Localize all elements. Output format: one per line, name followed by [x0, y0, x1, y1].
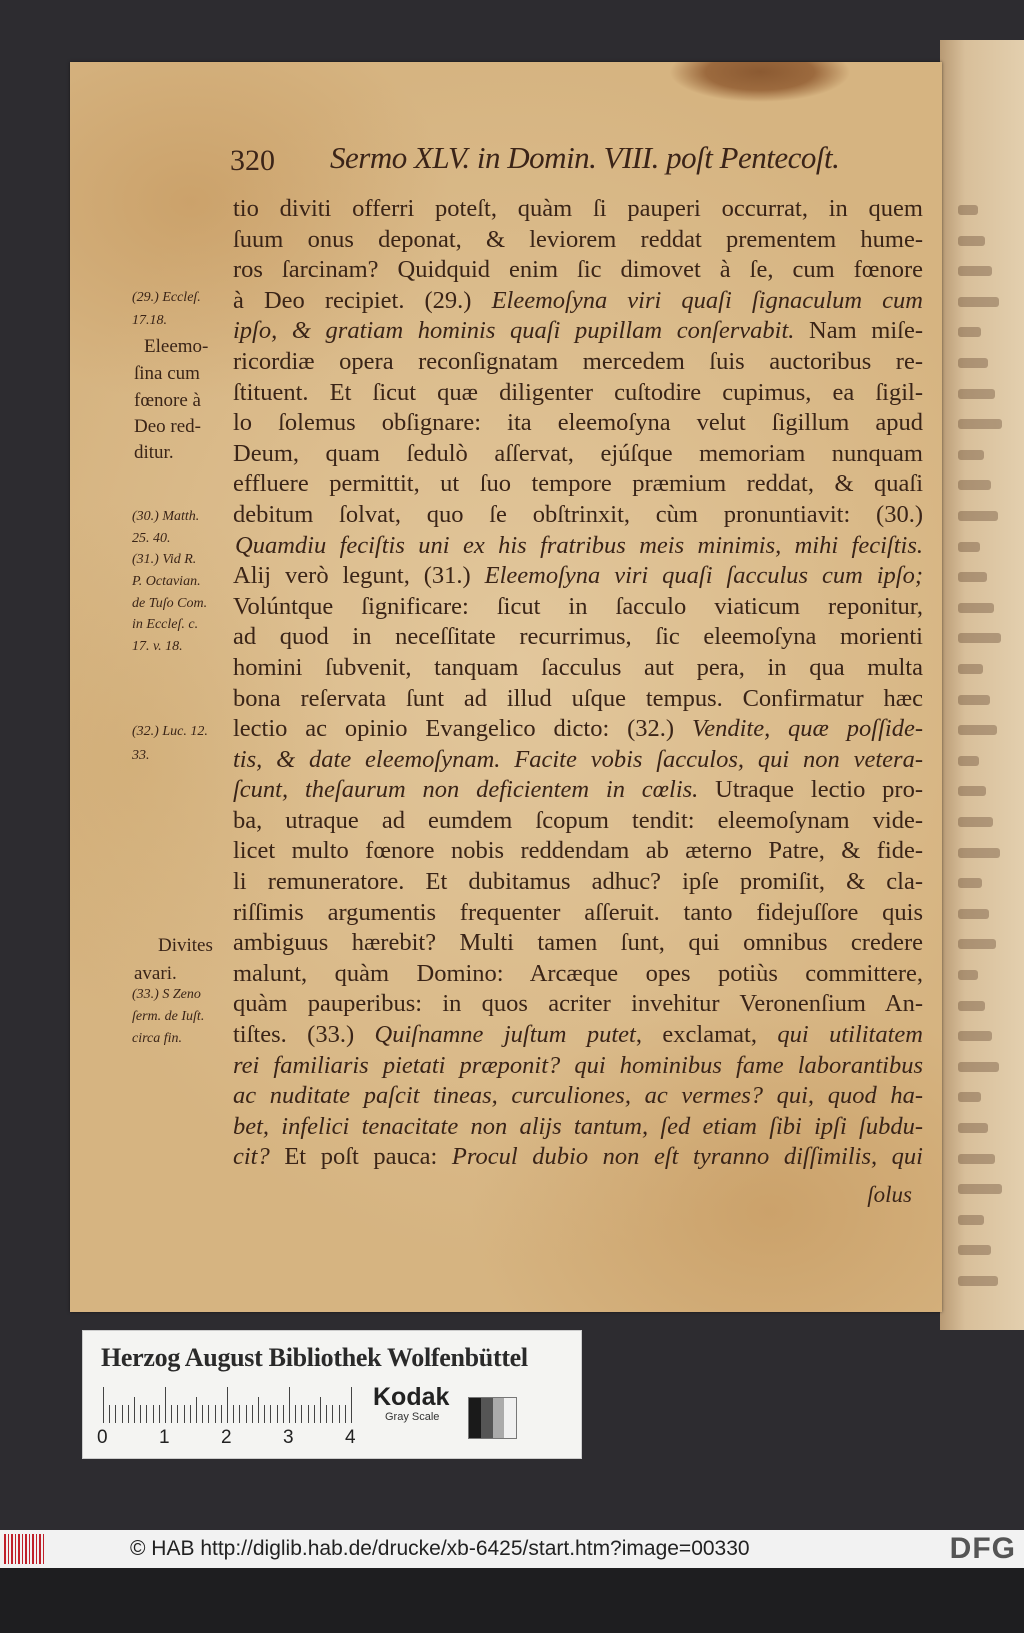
text-line — [233, 836, 923, 867]
facing-page-text-fragment — [958, 1154, 995, 1164]
margin-note: Eleemo- — [144, 336, 209, 357]
facing-page-edge — [940, 40, 1024, 1330]
gray-scale-label: Gray Scale — [385, 1411, 440, 1423]
margin-note: P. Octavian. — [132, 574, 201, 589]
ruler-scale — [103, 1387, 353, 1423]
ruler-tick — [264, 1405, 265, 1423]
text-segment: Deum, quam ſedulò aſſervat, ejúſque memoriam nunquam — [233, 439, 923, 467]
ruler-label: 1 — [159, 1427, 170, 1448]
facing-page-text-fragment — [958, 603, 994, 613]
text-segment: ricordiæ opera reconſignatam mercedem ſuis auctoribus re- — [233, 347, 923, 375]
text-segment: ros ſarcinam? Quidquid enim ſic dimovet à ſe, cum fœnore — [233, 256, 923, 284]
ruler-tick — [308, 1405, 309, 1423]
text-segment: Et poſt pauca: — [269, 1143, 452, 1171]
text-line — [233, 255, 923, 286]
margin-note: (29.) Eccleſ. — [132, 290, 201, 305]
ruler-tick — [184, 1405, 185, 1423]
facing-page-text-fragment — [958, 725, 997, 735]
text-line — [233, 775, 923, 806]
text-segment: tio diviti offerri poteſt, quàm ſi pauperi occurrat, in quem — [233, 195, 923, 222]
margin-note: ſerm. de Iuſt. — [132, 1009, 205, 1024]
copyright-url[interactable]: © HAB http://diglib.hab.de/drucke/xb-6425/start.htm?image=00330 — [130, 1537, 750, 1560]
facing-page-text-fragment — [958, 664, 983, 674]
ruler-tick — [159, 1405, 160, 1423]
ruler-label: 2 — [221, 1427, 232, 1448]
ruler-tick — [221, 1405, 222, 1423]
text-segment: bona reſervata ſunt ad illud uſque tempus. Confirmatur hæc — [233, 684, 923, 712]
text-segment: quàm pauperibus: in quos acriter invehitur Veronenſium An- — [233, 990, 923, 1018]
ruler-tick — [227, 1387, 228, 1423]
italic-quote: ſcunt, theſaurum non deficientem in cœlis. — [233, 776, 699, 804]
ruler-tick — [246, 1405, 247, 1423]
facing-page-text-fragment — [958, 695, 990, 705]
margin-note: 33. — [132, 748, 150, 763]
text-line — [233, 439, 923, 470]
ruler-tick — [109, 1405, 110, 1423]
facing-page-text-fragment — [958, 1092, 981, 1102]
facing-page-text-fragment — [958, 205, 978, 215]
italic-quote: ipſo, & gratiam hominis quaſi pupillam conſervabit. — [233, 317, 795, 345]
ruler-tick — [345, 1405, 346, 1423]
text-line — [233, 1081, 923, 1112]
library-name: Herzog August Bibliothek Wolfenbüttel — [101, 1343, 528, 1372]
italic-quote: ac nuditate paſcit tineas, curculiones, ac vermes? qui, quod ha- — [233, 1082, 923, 1110]
text-line — [233, 1051, 923, 1082]
italic-quote: tis, & date eleemoſynam. Facite vobis ſacculos, qui non vetera- — [233, 745, 923, 773]
margin-note: (33.) S Zeno — [132, 987, 201, 1002]
ruler-tick — [140, 1405, 141, 1423]
barcode-icon — [4, 1534, 46, 1564]
margin-note: in Eccleſ. c. — [132, 617, 199, 632]
facing-page-text-fragment — [958, 1276, 998, 1286]
facing-page-text-fragment — [958, 266, 992, 276]
text-line — [233, 500, 923, 531]
margin-note: Deo red- — [134, 416, 201, 437]
ruler-tick — [115, 1405, 116, 1423]
text-segment: licet multo fœnore nobis reddendam ab æterno Patre, & fide- — [233, 837, 923, 865]
ruler-tick — [190, 1405, 191, 1423]
ruler-tick — [208, 1405, 209, 1423]
italic-quote: Vendite, quæ poſſide- — [691, 715, 923, 743]
facing-page-text-fragment — [958, 236, 985, 246]
text-segment: debitum ſolvat, quo ſe obſtrinxit, cùm pronuntiavit: (30.) — [233, 500, 923, 528]
facing-page-text-fragment — [958, 878, 982, 888]
italic-quote: cit? — [233, 1143, 270, 1171]
ruler-tick — [196, 1397, 197, 1423]
italic-quote: Procul dubio non eſt tyranno diſſimilis, qui — [451, 1143, 923, 1171]
catchword: ſolus — [867, 1182, 912, 1207]
text-line — [233, 347, 923, 378]
text-segment: riſſimis argumentis frequenter aſſeruit. tanto fidejuſſore quis — [233, 898, 923, 926]
body-text — [233, 194, 923, 1173]
text-line — [233, 561, 923, 592]
margin-note: (31.) Vid R. — [132, 552, 197, 567]
ruler-tick — [295, 1405, 296, 1423]
italic-quote: Quamdiu feciſtis uni ex his fratribus meis minimis, mihi feciſtis. — [235, 531, 923, 559]
text-line — [233, 469, 923, 500]
text-segment: Alij verò legunt, (31.) — [233, 562, 485, 590]
facing-page-text-fragment — [958, 1184, 1002, 1194]
text-segment: Volúntque ſignificare: ſicut in ſacculo viaticum reponitur, — [233, 592, 923, 620]
ruler-tick — [314, 1405, 315, 1423]
text-line — [235, 531, 923, 562]
text-line — [233, 1142, 923, 1173]
margin-note: ſina cum — [134, 363, 200, 384]
margin-note: (32.) Luc. 12. — [132, 724, 208, 739]
text-segment: à Deo recipiet. (29.) — [233, 286, 492, 314]
italic-quote: rei familiaris pietati præponit? qui hominibus fame laborantibus — [233, 1051, 923, 1079]
book-page — [70, 62, 942, 1312]
facing-page-text-fragment — [958, 480, 991, 490]
text-line — [233, 745, 923, 776]
ruler-tick — [283, 1405, 284, 1423]
facing-page-text-fragment — [958, 327, 981, 337]
ruler-tick — [320, 1397, 321, 1423]
facing-page-text-fragment — [958, 786, 986, 796]
ruler-tick — [258, 1397, 259, 1423]
ruler-label: 4 — [345, 1427, 356, 1448]
facing-page-text-fragment — [958, 389, 995, 399]
text-line — [233, 225, 923, 256]
color-reference-card — [82, 1330, 582, 1459]
text-line — [233, 898, 923, 929]
text-line — [233, 684, 923, 715]
facing-page-text-fragment — [958, 297, 999, 307]
facing-page-text-fragment — [958, 511, 998, 521]
text-line — [233, 928, 923, 959]
facing-page-text-fragment — [958, 1245, 991, 1255]
text-line — [233, 592, 923, 623]
ruler-tick — [177, 1405, 178, 1423]
text-line — [233, 316, 923, 347]
text-line — [233, 1112, 923, 1143]
facing-page-text-fragment — [958, 1215, 984, 1225]
text-segment: Nam miſe- — [794, 317, 923, 345]
ruler-tick — [128, 1405, 129, 1423]
italic-quote: Eleemoſyna viri quaſi ſacculus cum ipſo; — [484, 562, 924, 590]
facing-page-text-fragment — [958, 572, 987, 582]
ruler-tick — [165, 1387, 166, 1423]
text-line — [233, 378, 923, 409]
italic-quote: bet, infelici tenacitate non alijs tantum, ſed etiam ſibi ipſi ſubdu- — [233, 1112, 923, 1140]
ruler-label: 0 — [97, 1427, 108, 1448]
ruler-tick — [153, 1405, 154, 1423]
text-line — [233, 959, 923, 990]
margin-note: circa fin. — [132, 1031, 183, 1046]
text-line — [233, 622, 923, 653]
kodak-logo: Kodak — [373, 1383, 450, 1411]
facing-page-text-fragment — [958, 756, 979, 766]
running-head — [230, 140, 950, 180]
margin-note: de Tuſo Com. — [132, 596, 208, 611]
gray-patch — [469, 1398, 481, 1438]
ruler-tick — [103, 1387, 104, 1423]
ruler-tick — [171, 1405, 172, 1423]
text-segment: Utraque lectio pro- — [698, 776, 923, 804]
ruler-tick — [252, 1405, 253, 1423]
text-segment: homini ſubvenit, tanquam ſacculus aut pera, in qua multa — [233, 653, 923, 681]
page-number: 320 — [230, 144, 275, 177]
ruler-label: 3 — [283, 1427, 294, 1448]
facing-page-text-fragment — [958, 419, 1002, 429]
text-segment: ad quod in neceſſitate recurrimus, ſic eleemoſyna morienti — [233, 623, 923, 651]
gray-patch — [504, 1398, 516, 1438]
facing-page-text-fragment — [958, 970, 978, 980]
italic-quote: qui utilitatem — [777, 1021, 923, 1049]
facing-page-text-fragment — [958, 817, 993, 827]
facing-page-text-fragment — [958, 633, 1001, 643]
italic-quote: Eleemoſyna viri quaſi ſignaculum cum — [491, 286, 923, 314]
text-line — [233, 1020, 923, 1051]
margin-note: ditur. — [134, 442, 174, 463]
text-segment: li remuneratore. Et dubitamus adhuc? ipſe promiſit, & cla- — [233, 868, 923, 896]
ruler-tick — [122, 1405, 123, 1423]
facing-page-text-fragment — [958, 848, 1000, 858]
running-title: Sermo XLV. in Domin. VIII. poſt Pentecoſt. — [330, 140, 840, 175]
text-segment: ſtituent. Et ſicut quæ diligenter cuſtodire cupimus, ea ſigil- — [233, 378, 923, 406]
ruler-tick — [233, 1405, 234, 1423]
margin-note: (30.) Matth. — [132, 509, 200, 524]
facing-page-text-fragment — [958, 450, 984, 460]
text-segment: , exclamat, — [635, 1021, 778, 1049]
ruler-tick — [239, 1405, 240, 1423]
facing-page-text-fragment — [958, 358, 988, 368]
text-line — [233, 408, 923, 439]
margin-note: 25. 40. — [132, 531, 171, 546]
margin-note: fœnore à — [134, 390, 201, 411]
ruler-tick — [146, 1405, 147, 1423]
ruler-tick — [215, 1405, 216, 1423]
facing-page-text-fragment — [958, 1123, 988, 1133]
ruler-tick — [339, 1405, 340, 1423]
dfg-logo: DFG — [949, 1532, 1016, 1565]
ruler-tick — [326, 1405, 327, 1423]
ruler-tick — [332, 1405, 333, 1423]
text-segment: lectio ac opinio Evangelico dicto: (32.) — [233, 715, 692, 743]
gray-scale-patches — [468, 1397, 517, 1439]
ruler-tick — [289, 1387, 290, 1423]
ruler-tick — [277, 1405, 278, 1423]
text-segment: lo ſolemus obſignare: ita eleemoſyna velut ſigillum apud — [233, 409, 923, 437]
margin-note: 17.18. — [132, 313, 167, 328]
gray-patch — [493, 1398, 505, 1438]
text-line — [233, 867, 923, 898]
facing-page-text-fragment — [958, 939, 996, 949]
bottom-strip — [0, 1568, 1024, 1633]
text-segment: ſuum onus deponat, & leviorem reddat prementem hume- — [233, 225, 923, 253]
facing-page-text-fragment — [958, 1062, 999, 1072]
text-segment: ba, utraque ad eumdem ſcopum tendit: eleemoſynam vide- — [233, 806, 923, 834]
text-line — [233, 286, 923, 317]
facing-page-text-fragment — [958, 1031, 992, 1041]
ruler-tick — [134, 1397, 135, 1423]
text-line — [233, 653, 923, 684]
facing-page-text-fragment — [958, 1001, 985, 1011]
facing-page-text-fragment — [958, 542, 980, 552]
margin-note: 17. v. 18. — [132, 639, 183, 654]
text-segment: ambiguus hærebit? Multi tamen ſunt, qui omnibus credere — [233, 929, 923, 957]
text-segment: effluere permittit, ut ſuo tempore præmium reddat, & quaſi — [233, 470, 923, 498]
italic-quote: Quiſnamne juſtum putet — [374, 1021, 636, 1049]
text-line — [233, 194, 923, 225]
text-line — [233, 806, 923, 837]
ruler-tick — [301, 1405, 302, 1423]
gray-patch — [481, 1398, 493, 1438]
ruler-tick — [270, 1405, 271, 1423]
margin-note: Divites — [158, 935, 213, 956]
footer-bar — [0, 1530, 1024, 1568]
ruler-tick — [351, 1387, 352, 1423]
text-segment: tiſtes. (33.) — [233, 1021, 375, 1049]
text-segment: malunt, quàm Domino: Arcæque opes potiùs committere, — [233, 959, 923, 987]
facing-page-text-fragment — [958, 909, 989, 919]
text-line — [233, 714, 923, 745]
ruler-tick — [202, 1405, 203, 1423]
margin-note: avari. — [134, 963, 177, 984]
text-line — [233, 989, 923, 1020]
